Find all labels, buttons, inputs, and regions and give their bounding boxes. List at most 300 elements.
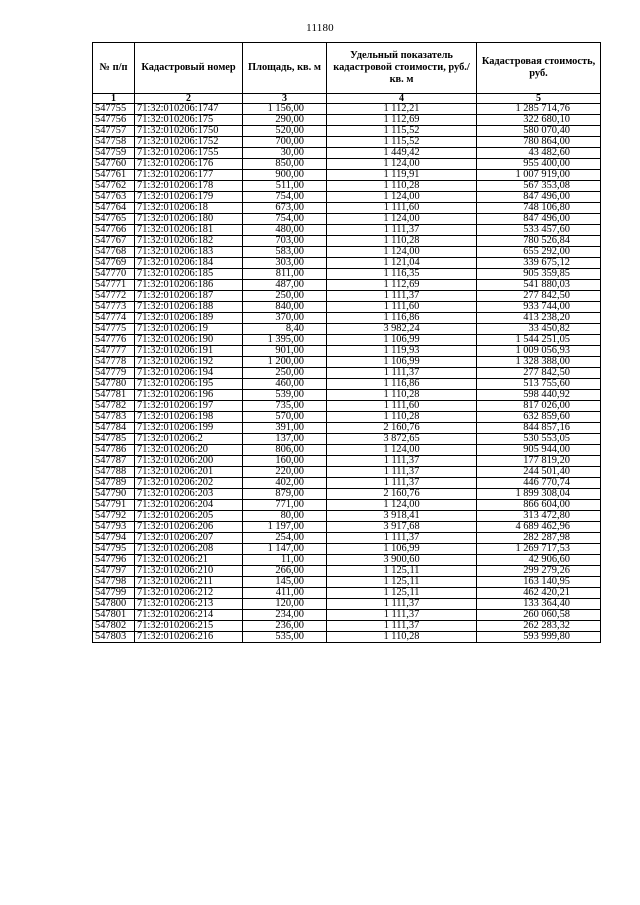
row-number-cell: 547760 [93,159,135,170]
cadastral-value-cell: 313 472,80 [477,511,601,522]
cadastral-number-cell: 71:32:010206:200 [135,456,243,467]
cadastral-number-cell: 71:32:010206:179 [135,192,243,203]
area-cell: 735,00 [243,401,327,412]
area-cell: 1 147,00 [243,544,327,555]
row-number-cell: 547767 [93,236,135,247]
column-number: 2 [135,94,243,104]
table-row [93,170,601,181]
area-cell: 754,00 [243,214,327,225]
cadastral-value-cell: 177 819,20 [477,456,601,467]
header-row-number: № п/п [93,43,135,94]
area-cell: 460,00 [243,379,327,390]
cadastral-value-cell: 4 689 462,96 [477,522,601,533]
cadastral-number-cell: 71:32:010206:177 [135,170,243,181]
unit-value-cell: 1 119,93 [327,346,477,357]
row-number-cell: 547785 [93,434,135,445]
area-cell: 520,00 [243,126,327,137]
table-row [93,236,601,247]
row-number-cell: 547776 [93,335,135,346]
unit-value-cell: 1 115,52 [327,126,477,137]
row-number-cell: 547801 [93,610,135,621]
area-cell: 290,00 [243,115,327,126]
unit-value-cell: 1 119,91 [327,170,477,181]
unit-value-cell: 1 110,28 [327,390,477,401]
row-number-cell: 547802 [93,621,135,632]
cadastral-number-cell: 71:32:010206:204 [135,500,243,511]
row-number-cell: 547778 [93,357,135,368]
cadastral-number-cell: 71:32:010206:181 [135,225,243,236]
header-cadastral-value: Кадастровая стоимость, руб. [477,43,601,94]
cadastral-value-cell: 933 744,00 [477,302,601,313]
table-row [93,555,601,566]
unit-value-cell: 1 111,37 [327,467,477,478]
table-row [93,368,601,379]
row-number-cell: 547787 [93,456,135,467]
unit-value-cell: 1 124,00 [327,214,477,225]
area-cell: 370,00 [243,313,327,324]
row-number-cell: 547765 [93,214,135,225]
area-cell: 900,00 [243,170,327,181]
table-row [93,269,601,280]
cadastral-value-cell: 541 880,03 [477,280,601,291]
header-area: Площадь, кв. м [243,43,327,94]
cadastral-value-cell: 42 906,60 [477,555,601,566]
row-number-cell: 547798 [93,577,135,588]
cadastral-value-cell: 1 899 308,04 [477,489,601,500]
area-cell: 480,00 [243,225,327,236]
cadastral-number-cell: 71:32:010206:180 [135,214,243,225]
cadastral-number-cell: 71:32:010206:185 [135,269,243,280]
area-cell: 1 197,00 [243,522,327,533]
table-row [93,434,601,445]
table-row [93,115,601,126]
unit-value-cell: 1 116,35 [327,269,477,280]
column-number: 1 [93,94,135,104]
table-row [93,225,601,236]
cadastral-value-cell: 133 364,40 [477,599,601,610]
area-cell: 511,00 [243,181,327,192]
unit-value-cell: 1 112,69 [327,115,477,126]
area-cell: 806,00 [243,445,327,456]
table-row [93,621,601,632]
row-number-cell: 547762 [93,181,135,192]
unit-value-cell: 3 900,60 [327,555,477,566]
unit-value-cell: 3 917,68 [327,522,477,533]
unit-value-cell: 1 121,04 [327,258,477,269]
cadastral-value-cell: 1 544 251,05 [477,335,601,346]
cadastral-value-cell: 282 287,98 [477,533,601,544]
unit-value-cell: 1 125,11 [327,577,477,588]
table-row [93,104,601,115]
row-number-cell: 547796 [93,555,135,566]
cadastral-value-cell: 817 026,00 [477,401,601,412]
area-cell: 570,00 [243,412,327,423]
row-number-cell: 547789 [93,478,135,489]
cadastral-value-cell: 530 553,05 [477,434,601,445]
area-cell: 145,00 [243,577,327,588]
unit-value-cell: 1 110,28 [327,632,477,643]
header-cadastral-number: Кадастровый номер [135,43,243,94]
cadastral-number-cell: 71:32:010206:213 [135,599,243,610]
area-cell: 303,00 [243,258,327,269]
row-number-cell: 547799 [93,588,135,599]
header-unit-value: Удельный показатель кадастровой стоимости, руб./кв. м [327,43,477,94]
cadastral-number-cell: 71:32:010206:1755 [135,148,243,159]
cadastral-number-cell: 71:32:010206:183 [135,247,243,258]
unit-value-cell: 1 110,28 [327,412,477,423]
unit-value-cell: 1 111,37 [327,456,477,467]
row-number-cell: 547800 [93,599,135,610]
unit-value-cell: 1 106,99 [327,335,477,346]
cadastral-number-cell: 71:32:010206:1752 [135,137,243,148]
table-row [93,588,601,599]
cadastral-number-cell: 71:32:010206:206 [135,522,243,533]
table-row [93,302,601,313]
table-row [93,280,601,291]
cadastral-value-cell: 413 238,20 [477,313,601,324]
unit-value-cell: 1 449,42 [327,148,477,159]
cadastral-number-cell: 71:32:010206:196 [135,390,243,401]
row-number-cell: 547780 [93,379,135,390]
unit-value-cell: 3 918,41 [327,511,477,522]
cadastral-number-cell: 71:32:010206:192 [135,357,243,368]
area-cell: 254,00 [243,533,327,544]
unit-value-cell: 1 116,86 [327,379,477,390]
area-cell: 535,00 [243,632,327,643]
cadastral-value-cell: 260 060,58 [477,610,601,621]
cadastral-value-cell: 339 675,12 [477,258,601,269]
row-number-cell: 547786 [93,445,135,456]
area-cell: 703,00 [243,236,327,247]
area-cell: 160,00 [243,456,327,467]
area-cell: 771,00 [243,500,327,511]
row-number-cell: 547794 [93,533,135,544]
table-row [93,544,601,555]
cadastral-value-cell: 632 859,60 [477,412,601,423]
unit-value-cell: 1 112,21 [327,104,477,115]
page-number: 11180 [306,22,334,34]
row-number-cell: 547797 [93,566,135,577]
table-body [93,104,601,643]
row-number-cell: 547773 [93,302,135,313]
cadastral-number-cell: 71:32:010206:212 [135,588,243,599]
cadastral-value-cell: 567 353,08 [477,181,601,192]
cadastral-value-cell: 277 842,50 [477,368,601,379]
unit-value-cell: 1 115,52 [327,137,477,148]
cadastral-number-cell: 71:32:010206:210 [135,566,243,577]
table-row [93,258,601,269]
unit-value-cell: 1 110,28 [327,181,477,192]
table-row [93,181,601,192]
table-row [93,489,601,500]
cadastral-value-cell: 847 496,00 [477,214,601,225]
table-row [93,192,601,203]
cadastral-value-cell: 1 269 717,53 [477,544,601,555]
column-number-row [93,94,601,104]
unit-value-cell: 1 106,99 [327,544,477,555]
unit-value-cell: 1 111,37 [327,225,477,236]
cadastral-number-cell: 71:32:010206:178 [135,181,243,192]
table-row [93,335,601,346]
area-cell: 673,00 [243,203,327,214]
cadastral-value-cell: 598 440,92 [477,390,601,401]
cadastral-number-cell: 71:32:010206:176 [135,159,243,170]
cadastral-value-cell: 1 009 056,93 [477,346,601,357]
cadastral-value-cell: 43 482,60 [477,148,601,159]
cadastral-value-cell: 580 070,40 [477,126,601,137]
table-row [93,247,601,258]
column-number: 5 [477,94,601,104]
table-row [93,445,601,456]
cadastral-number-cell: 71:32:010206:203 [135,489,243,500]
unit-value-cell: 1 124,00 [327,500,477,511]
cadastral-number-cell: 71:32:010206:215 [135,621,243,632]
unit-value-cell: 1 111,37 [327,533,477,544]
unit-value-cell: 1 112,69 [327,280,477,291]
unit-value-cell: 1 106,99 [327,357,477,368]
row-number-cell: 547771 [93,280,135,291]
cadastral-number-cell: 71:32:010206:1747 [135,104,243,115]
unit-value-cell: 1 125,11 [327,566,477,577]
cadastral-number-cell: 71:32:010206:214 [135,610,243,621]
area-cell: 1 395,00 [243,335,327,346]
cadastral-value-table [92,42,601,643]
cadastral-number-cell: 71:32:010206:198 [135,412,243,423]
table-row [93,401,601,412]
table-row [93,500,601,511]
area-cell: 250,00 [243,368,327,379]
table-row [93,533,601,544]
area-cell: 391,00 [243,423,327,434]
area-cell: 754,00 [243,192,327,203]
area-cell: 137,00 [243,434,327,445]
unit-value-cell: 1 111,37 [327,291,477,302]
area-cell: 80,00 [243,511,327,522]
table-row [93,412,601,423]
row-number-cell: 547769 [93,258,135,269]
row-number-cell: 547784 [93,423,135,434]
table-row [93,159,601,170]
table-row [93,137,601,148]
row-number-cell: 547770 [93,269,135,280]
row-number-cell: 547795 [93,544,135,555]
area-cell: 1 200,00 [243,357,327,368]
table-row [93,148,601,159]
area-cell: 234,00 [243,610,327,621]
area-cell: 250,00 [243,291,327,302]
row-number-cell: 547775 [93,324,135,335]
cadastral-value-cell: 780 864,00 [477,137,601,148]
row-number-cell: 547790 [93,489,135,500]
table-row [93,291,601,302]
area-cell: 402,00 [243,478,327,489]
cadastral-number-cell: 71:32:010206:208 [135,544,243,555]
unit-value-cell: 1 116,86 [327,313,477,324]
row-number-cell: 547793 [93,522,135,533]
row-number-cell: 547756 [93,115,135,126]
cadastral-value-cell: 322 680,10 [477,115,601,126]
row-number-cell: 547792 [93,511,135,522]
cadastral-number-cell: 71:32:010206:21 [135,555,243,566]
table-row [93,203,601,214]
unit-value-cell: 1 124,00 [327,247,477,258]
area-cell: 30,00 [243,148,327,159]
area-cell: 811,00 [243,269,327,280]
unit-value-cell: 1 124,00 [327,192,477,203]
area-cell: 120,00 [243,599,327,610]
cadastral-value-cell: 244 501,40 [477,467,601,478]
cadastral-value-cell: 262 283,32 [477,621,601,632]
row-number-cell: 547761 [93,170,135,181]
cadastral-value-cell: 905 359,85 [477,269,601,280]
table-row [93,511,601,522]
unit-value-cell: 2 160,76 [327,423,477,434]
cadastral-value-cell: 446 770,74 [477,478,601,489]
cadastral-number-cell: 71:32:010206:1750 [135,126,243,137]
cadastral-number-cell: 71:32:010206:211 [135,577,243,588]
unit-value-cell: 2 160,76 [327,489,477,500]
cadastral-value-cell: 1 285 714,76 [477,104,601,115]
unit-value-cell: 1 124,00 [327,445,477,456]
cadastral-value-cell: 1 328 388,00 [477,357,601,368]
cadastral-value-cell: 780 526,84 [477,236,601,247]
row-number-cell: 547768 [93,247,135,258]
table-row [93,599,601,610]
unit-value-cell: 1 111,60 [327,302,477,313]
area-cell: 879,00 [243,489,327,500]
cadastral-value-cell: 533 457,60 [477,225,601,236]
area-cell: 840,00 [243,302,327,313]
row-number-cell: 547783 [93,412,135,423]
row-number-cell: 547774 [93,313,135,324]
cadastral-number-cell: 71:32:010206:195 [135,379,243,390]
cadastral-value-cell: 847 496,00 [477,192,601,203]
row-number-cell: 547757 [93,126,135,137]
row-number-cell: 547763 [93,192,135,203]
cadastral-value-cell: 955 400,00 [477,159,601,170]
table-row [93,522,601,533]
cadastral-number-cell: 71:32:010206:19 [135,324,243,335]
cadastral-number-cell: 71:32:010206:2 [135,434,243,445]
row-number-cell: 547764 [93,203,135,214]
area-cell: 411,00 [243,588,327,599]
unit-value-cell: 1 111,37 [327,368,477,379]
area-cell: 901,00 [243,346,327,357]
table-row [93,610,601,621]
cadastral-value-cell: 299 279,26 [477,566,601,577]
unit-value-cell: 1 125,11 [327,588,477,599]
cadastral-value-cell: 844 857,16 [477,423,601,434]
table-row [93,456,601,467]
row-number-cell: 547759 [93,148,135,159]
row-number-cell: 547781 [93,390,135,401]
table-row [93,379,601,390]
area-cell: 700,00 [243,137,327,148]
area-cell: 11,00 [243,555,327,566]
row-number-cell: 547777 [93,346,135,357]
row-number-cell: 547779 [93,368,135,379]
table-row [93,423,601,434]
cadastral-number-cell: 71:32:010206:194 [135,368,243,379]
unit-value-cell: 1 111,37 [327,599,477,610]
cadastral-value-cell: 866 604,00 [477,500,601,511]
cadastral-number-cell: 71:32:010206:20 [135,445,243,456]
table-row [93,632,601,643]
cadastral-number-cell: 71:32:010206:191 [135,346,243,357]
cadastral-number-cell: 71:32:010206:205 [135,511,243,522]
cadastral-number-cell: 71:32:010206:199 [135,423,243,434]
unit-value-cell: 1 111,37 [327,478,477,489]
area-cell: 220,00 [243,467,327,478]
unit-value-cell: 1 111,37 [327,621,477,632]
cadastral-number-cell: 71:32:010206:201 [135,467,243,478]
area-cell: 1 156,00 [243,104,327,115]
cadastral-value-cell: 33 450,82 [477,324,601,335]
cadastral-number-cell: 71:32:010206:184 [135,258,243,269]
cadastral-number-cell: 71:32:010206:175 [135,115,243,126]
cadastral-number-cell: 71:32:010206:197 [135,401,243,412]
area-cell: 487,00 [243,280,327,291]
cadastral-number-cell: 71:32:010206:207 [135,533,243,544]
area-cell: 539,00 [243,390,327,401]
area-cell: 8,40 [243,324,327,335]
cadastral-value-cell: 748 106,80 [477,203,601,214]
row-number-cell: 547803 [93,632,135,643]
cadastral-value-cell: 163 140,95 [477,577,601,588]
table-row [93,478,601,489]
area-cell: 583,00 [243,247,327,258]
cadastral-number-cell: 71:32:010206:182 [135,236,243,247]
table-row [93,346,601,357]
cadastral-number-cell: 71:32:010206:202 [135,478,243,489]
row-number-cell: 547766 [93,225,135,236]
cadastral-value-cell: 905 944,00 [477,445,601,456]
unit-value-cell: 1 111,60 [327,203,477,214]
cadastral-number-cell: 71:32:010206:189 [135,313,243,324]
cadastral-value-cell: 1 007 919,00 [477,170,601,181]
row-number-cell: 547791 [93,500,135,511]
area-cell: 236,00 [243,621,327,632]
table-row [93,566,601,577]
cadastral-number-cell: 71:32:010206:18 [135,203,243,214]
table-header [93,43,601,104]
table-row [93,313,601,324]
cadastral-value-cell: 655 292,00 [477,247,601,258]
table-row [93,214,601,225]
table-row [93,126,601,137]
cadastral-value-cell: 277 842,50 [477,291,601,302]
area-cell: 850,00 [243,159,327,170]
cadastral-number-cell: 71:32:010206:190 [135,335,243,346]
unit-value-cell: 1 110,28 [327,236,477,247]
row-number-cell: 547782 [93,401,135,412]
unit-value-cell: 3 982,24 [327,324,477,335]
cadastral-number-cell: 71:32:010206:186 [135,280,243,291]
unit-value-cell: 1 111,60 [327,401,477,412]
area-cell: 266,00 [243,566,327,577]
column-number: 3 [243,94,327,104]
cadastral-number-cell: 71:32:010206:188 [135,302,243,313]
unit-value-cell: 1 124,00 [327,159,477,170]
cadastral-number-cell: 71:32:010206:187 [135,291,243,302]
table-row [93,577,601,588]
header-row [93,43,601,94]
cadastral-value-cell: 462 420,21 [477,588,601,599]
row-number-cell: 547772 [93,291,135,302]
unit-value-cell: 3 872,65 [327,434,477,445]
row-number-cell: 547758 [93,137,135,148]
unit-value-cell: 1 111,37 [327,610,477,621]
